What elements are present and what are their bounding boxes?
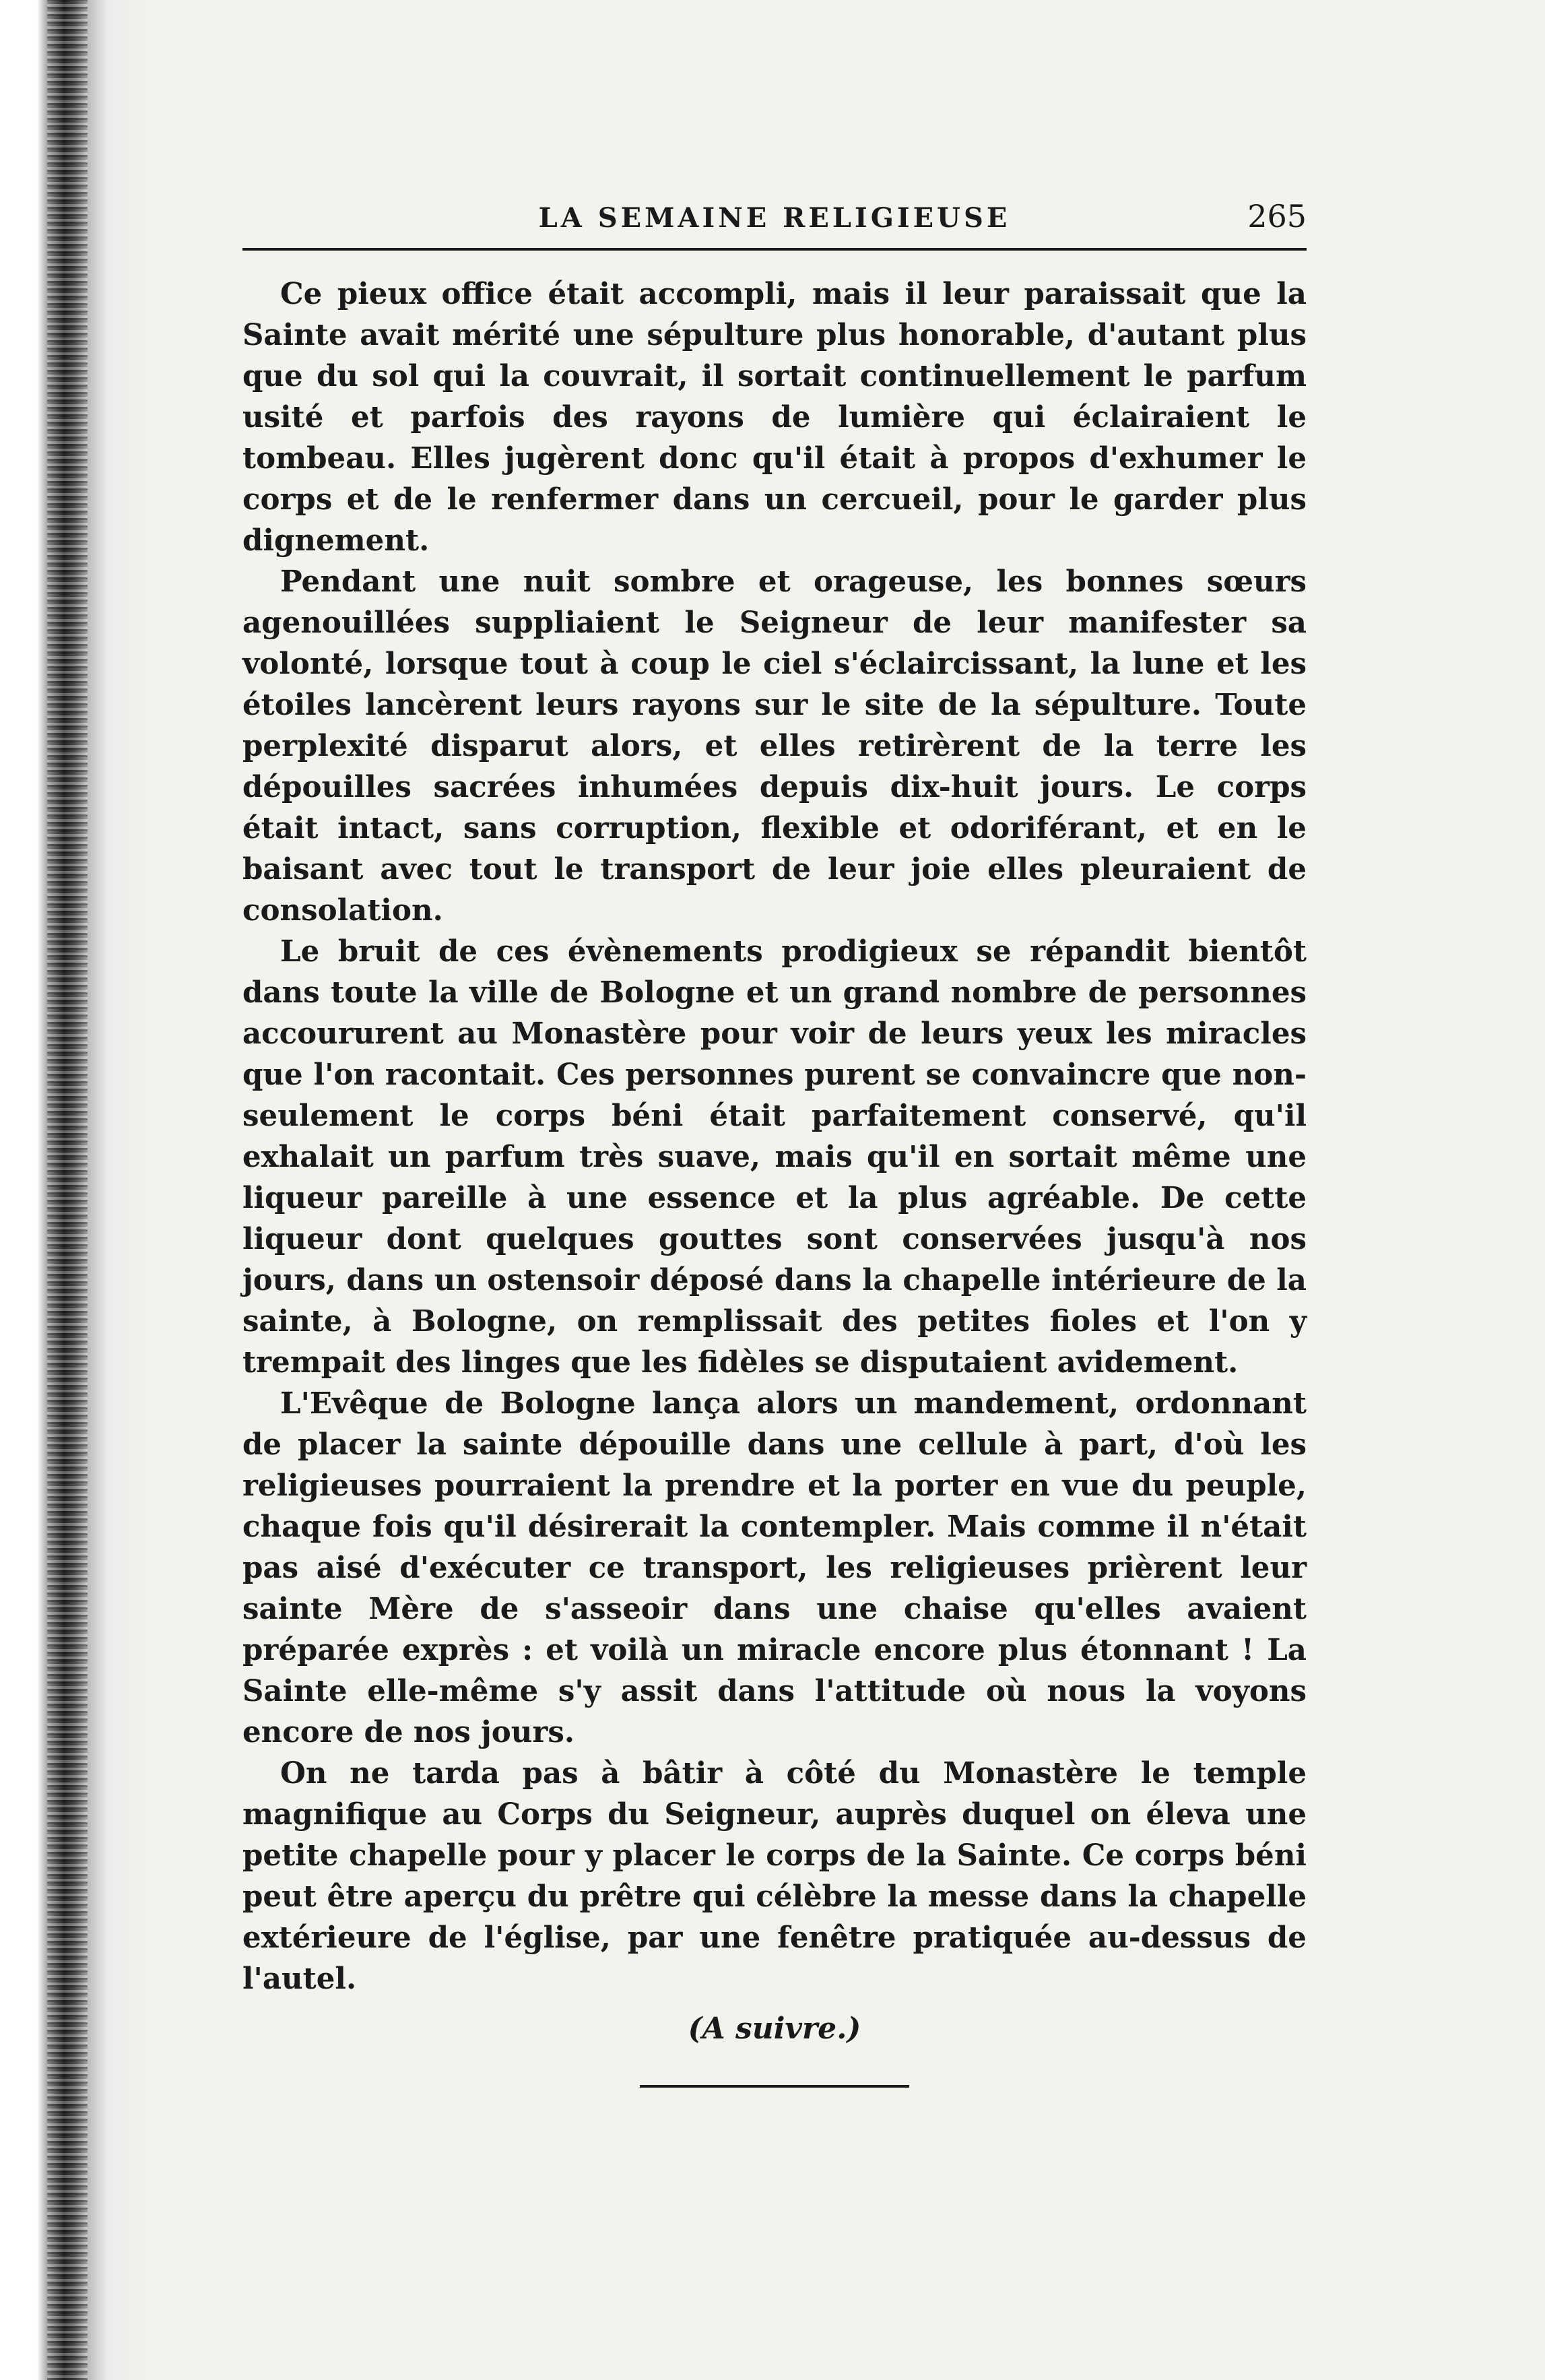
binding-shadow [47,0,88,2380]
document-page [242,189,1307,2088]
page-header [242,189,1307,251]
paragraph-1: Ce pieux office était accompli, mais il leur paraissait que la Sainte avait mérité une sépulture plus honorable, d'autant plus que du sol qui la couvrait, il sortait continuellement le parfum usité et parfois des rayons de lumière qui éclairaient le tombeau. Elles jugèrent donc qu'il était à propos d'exhumer le corps et de le renfermer dans un cercueil, pour le garder plus dignement. [242,277,1307,558]
paragraph-3: Le bruit de ces évènements prodigieux se répandit bientôt dans toute la ville de Bologne et un grand nombre de personnes accoururent au Monastère pour voir de leurs yeux les miracles que l'on racontait. Ces personnes purent se convaincre que non-seulement le corps béni était parfaitement conservé, qu'il exhalait un parfum très suave, mais qu'il en sortait même une liqueur pareille à une essence et la plus agréable. De cette liqueur dont quelques gouttes sont conservées jusqu'à nos jours, dans un ostensoir déposé dans la chapelle intérieure de la sainte, à Bologne, on remplissait des petites fioles et l'on y trempait des linges que les fidèles se disputaient avidement. [242,934,1307,1380]
paragraph-2: Pendant une nuit sombre et orageuse, les bonnes sœurs agenouillées suppliaient le Seigneur de leur manifester sa volonté, lorsque tout à coup le ciel s'éclaircissant, la lune et les étoiles lancèrent leurs rayons sur le site de la sépulture. Toute perplexité disparut alors, et elles retirèrent de la terre les dépouilles sacrées inhumées depuis dix-huit jours. Le corps était intact, sans corruption, flexible et odoriférant, et en le baisant avec tout le transport de leur joie elles pleuraient de consolation. [242,565,1307,928]
to-be-continued: (A suivre.) [688,2012,861,2046]
running-title: LA SEMAINE RELIGIEUSE [538,202,1011,234]
page-number: 265 [1247,198,1307,234]
end-rule [640,2085,909,2088]
book-binding-edge [0,0,155,2380]
paragraph-5: On ne tarda pas à bâtir à côté du Monastère le temple magnifique au Corps du Seigneur, auprès duquel on éleva une petite chapelle pour y placer le corps de la Sainte. Ce corps béni peut être aperçu du prêtre qui célèbre la messe dans la chapelle extérieure de l'église, par une fenêtre pratiquée au-dessus de l'autel. [242,1756,1307,1996]
body-text [242,274,1307,1999]
paragraph-4: L'Evêque de Bologne lança alors un mandement, ordonnant de placer la sainte dépouille dans une cellule à part, d'où les religieuses pourraient la prendre et la porter en vue du peuple, chaque fois qu'il désirerait la contempler. Mais comme il n'était pas aisé d'exécuter ce transport, les religieuses prièrent leur sainte Mère de s'asseoir dans une chaise qu'elles avaient préparée exprès : et voilà un miracle encore plus étonnant ! La Sainte elle-même s'y assit dans l'attitude où nous la voyons encore de nos jours. [242,1386,1307,1749]
